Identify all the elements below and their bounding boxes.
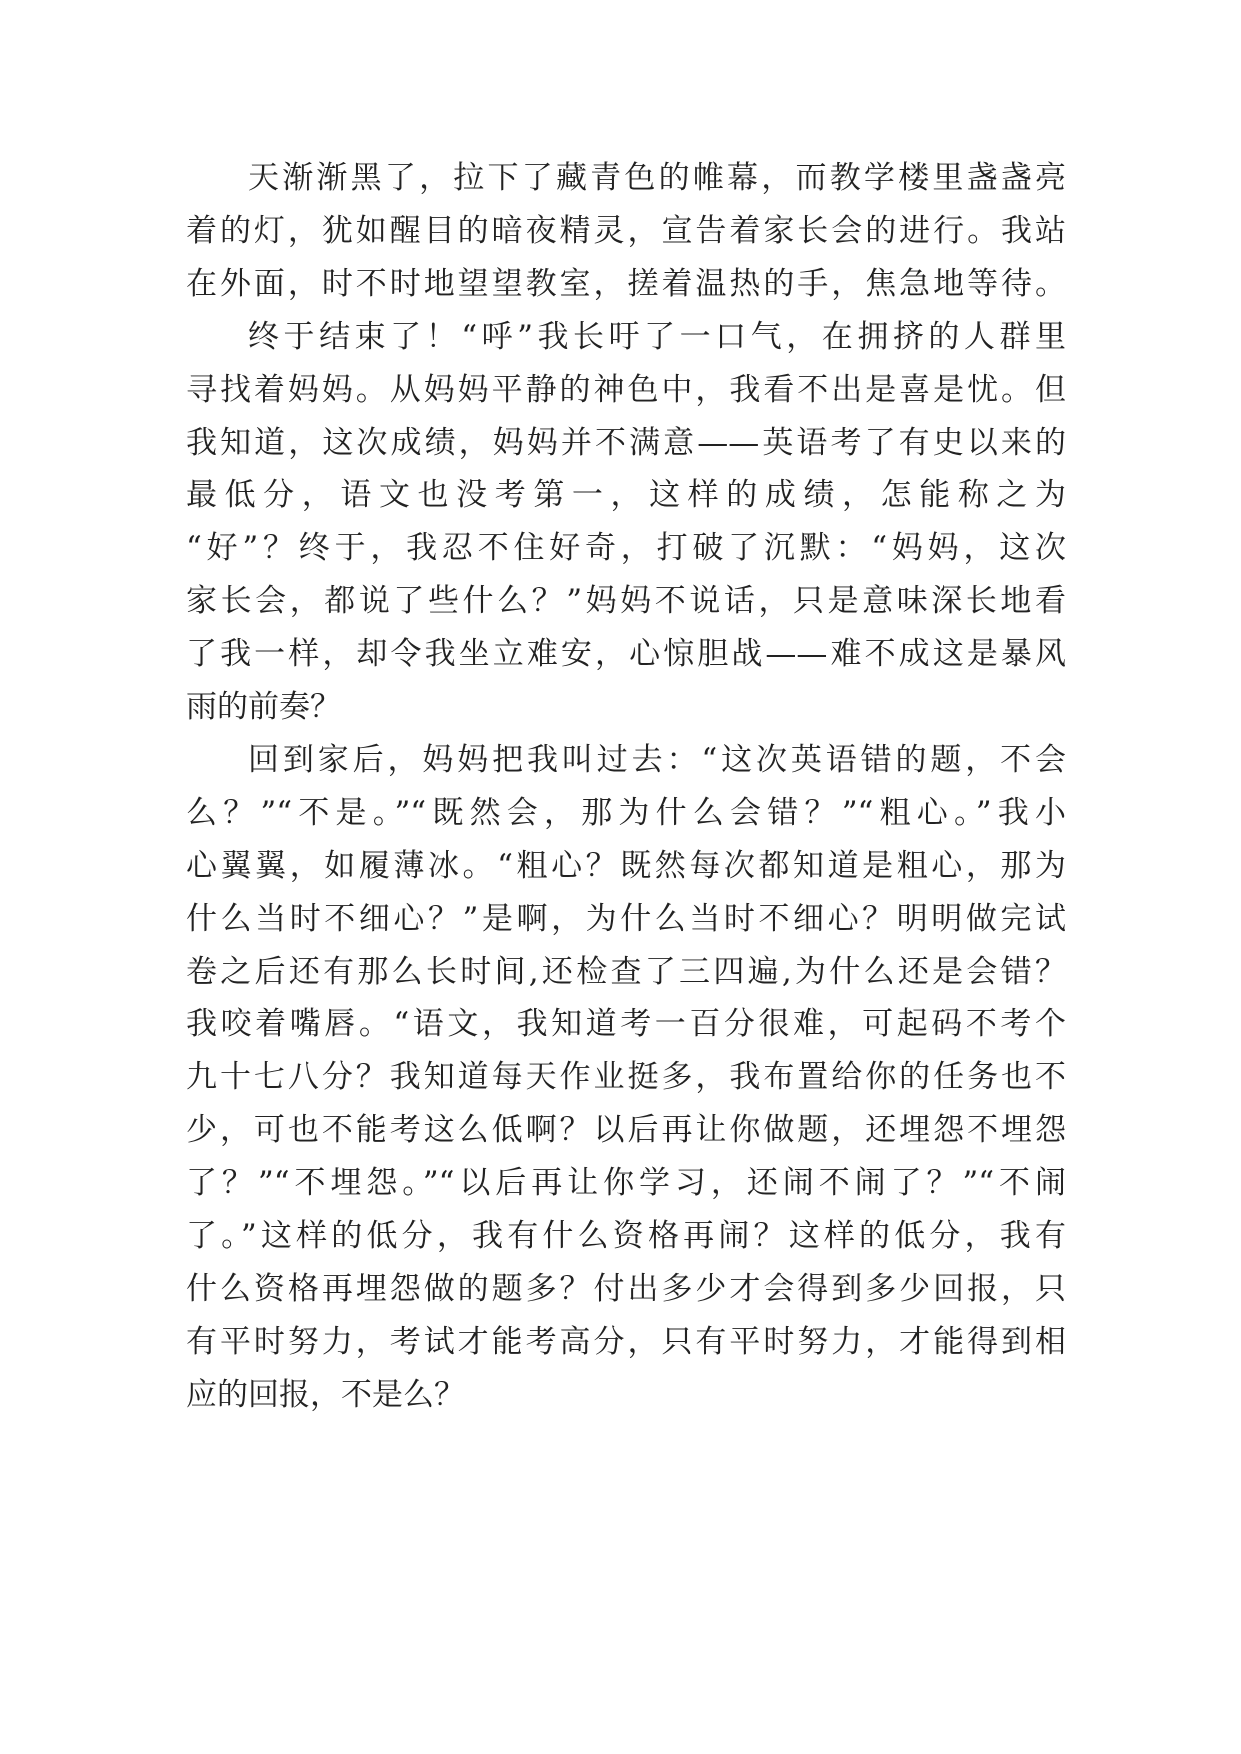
text-line: 心翼翼，如履薄冰。“粗心？既然每次都知道是粗心，那为: [186, 847, 1066, 884]
text-line: 少，可也不能考这么低啊？以后再让你做题，还埋怨不埋怨: [186, 1112, 1066, 1149]
text-line: 卷之后还有那么长时间,还检查了三四遍,为什么还是会错？: [186, 953, 1066, 990]
text-line: “好”？终于，我忍不住好奇，打破了沉默：“妈妈，这次: [186, 530, 1066, 567]
text-line: 在外面，时不时地望望教室，搓着温热的手，焦急地等待。: [186, 265, 1066, 302]
text-line: 家长会，都说了些什么？”妈妈不说话，只是意味深长地看: [186, 583, 1066, 620]
text-line: 什么当时不细心？”是啊，为什么当时不细心？明明做完试: [186, 900, 1066, 937]
text-line: 了我一样，却令我坐立难安，心惊胆战——难不成这是暴风: [186, 636, 1066, 673]
text-line: 九十七八分？我知道每天作业挺多，我布置给你的任务也不: [186, 1059, 1066, 1096]
text-line: 有平时努力，考试才能考高分，只有平时努力，才能得到相: [186, 1323, 1066, 1360]
text-line: 了？”“不埋怨。”“以后再让你学习，还闹不闹了？”“不闹: [186, 1165, 1066, 1202]
text-line: 天渐渐黑了，拉下了藏青色的帷幕，而教学楼里盏盏亮: [248, 160, 1066, 196]
text-line: 雨的前奏？: [186, 689, 341, 725]
text-line: 终于结束了！“呼”我长吁了一口气，在拥挤的人群里: [248, 318, 1066, 355]
text-line: 寻找着妈妈。从妈妈平静的神色中，我看不出是喜是忧。但: [186, 371, 1066, 408]
text-line: 最低分，语文也没考第一，这样的成绩，怎能称之为: [186, 477, 1066, 514]
text-line: 什么资格再埋怨做的题多？付出多少才会得到多少回报，只: [186, 1270, 1066, 1307]
text-line: 我知道，这次成绩，妈妈并不满意——英语考了有史以来的: [186, 424, 1066, 461]
text-line: 么？”“不是。”“既然会，那为什么会错？”“粗心。”我小: [186, 794, 1066, 831]
text-line: 我咬着嘴唇。“语文，我知道考一百分很难，可起码不考个: [186, 1006, 1066, 1043]
text-line: 着的灯，犹如醒目的暗夜精灵，宣告着家长会的进行。我站: [186, 212, 1066, 249]
text-line: 回到家后，妈妈把我叫过去：“这次英语错的题，不会: [248, 741, 1066, 778]
text-line: 应的回报，不是么？: [186, 1376, 465, 1413]
text-line: 了。”这样的低分，我有什么资格再闹？这样的低分，我有: [186, 1218, 1066, 1254]
